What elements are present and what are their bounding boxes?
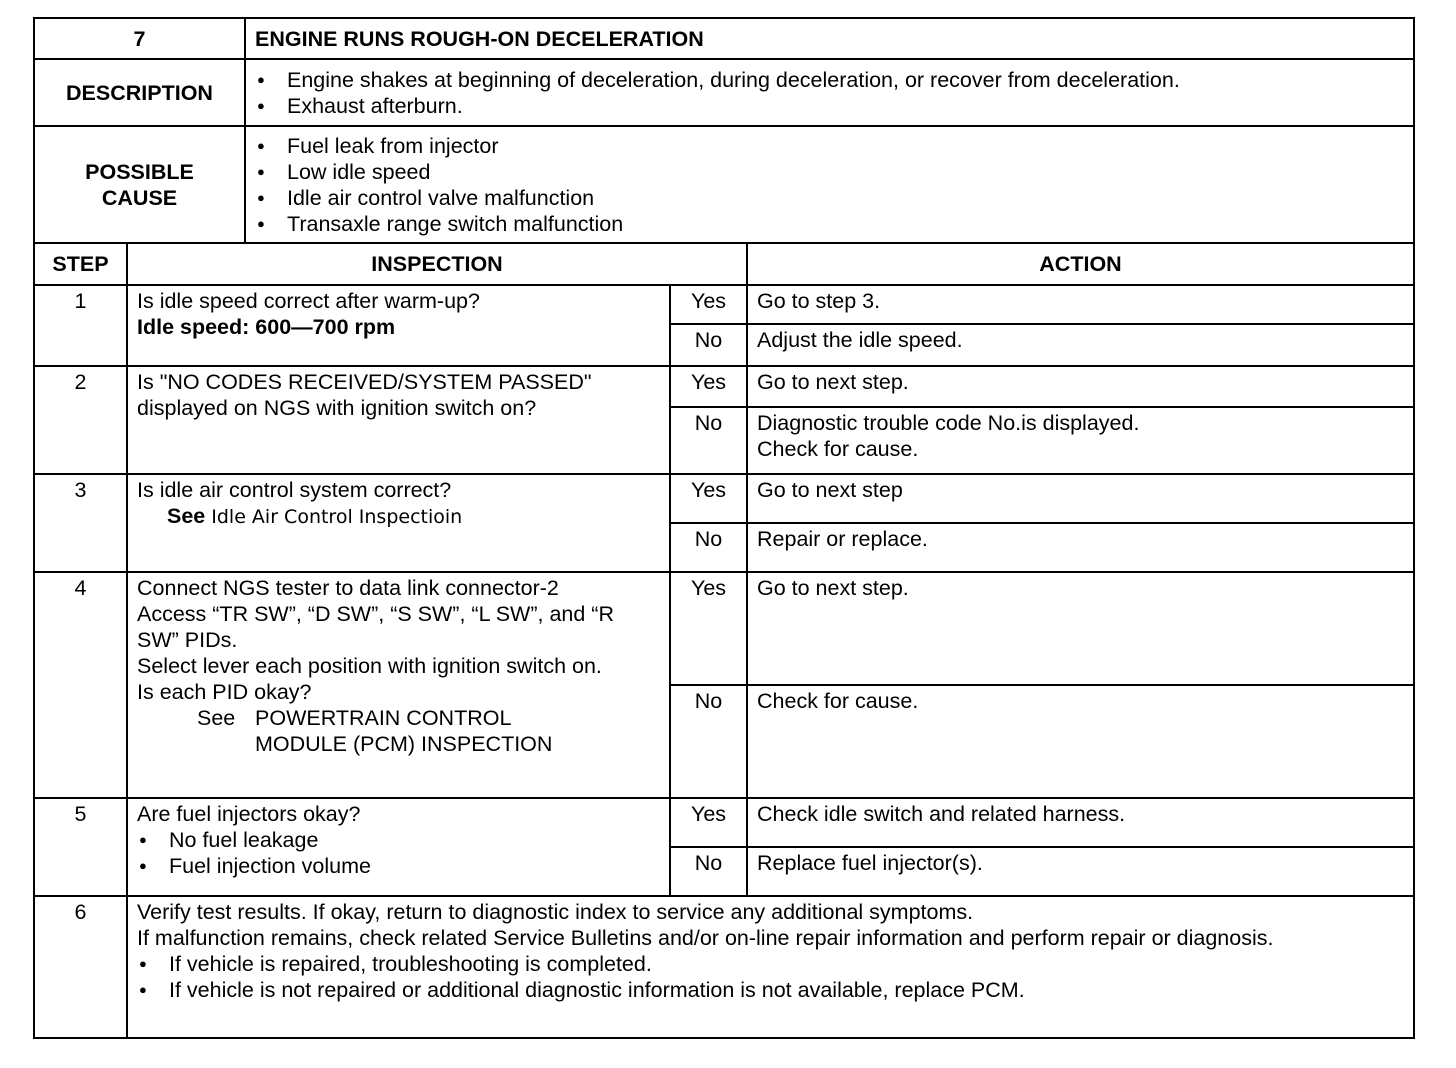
step-number: 3	[34, 474, 127, 572]
inspection-checklist	[137, 827, 660, 879]
description-content	[245, 59, 1414, 126]
inspection-line: Connect NGS tester to data link connector-2	[137, 576, 559, 600]
yes-action: Go to next step.	[747, 366, 1414, 407]
column-inspection-header: INSPECTION	[127, 243, 747, 285]
yes-label: Yes	[670, 474, 747, 523]
see-reference: Idle Air Control Inspectioin	[211, 506, 463, 528]
step-number: 1	[34, 285, 127, 366]
column-action-header: ACTION	[747, 243, 1414, 285]
step-inspection: Is "NO CODES RECEIVED/SYSTEM PASSED" displayed on NGS with ignition switch on?	[127, 366, 670, 474]
inspection-question: Are fuel injectors okay?	[137, 802, 361, 826]
instruction-item: ● If vehicle is repaired, troubleshooting is completed.	[137, 951, 1404, 977]
steps-table	[33, 242, 1415, 1039]
see-block	[137, 705, 660, 757]
checklist-item: ● No fuel leakage	[137, 827, 660, 853]
see-label: See	[197, 706, 236, 730]
yes-action: Go to next step.	[747, 572, 1414, 685]
see-label: See	[167, 504, 206, 528]
step-inspection	[127, 285, 670, 366]
possible-cause-content	[245, 126, 1414, 243]
possible-cause-list	[255, 133, 1404, 237]
yes-label: Yes	[670, 366, 747, 407]
no-label: No	[670, 847, 747, 896]
no-action: Repair or replace.	[747, 523, 1414, 572]
step-row	[34, 285, 1414, 324]
step-number: 2	[34, 366, 127, 474]
see-reference: POWERTRAIN CONTROL	[255, 706, 512, 730]
symptom-header-table	[33, 17, 1415, 244]
see-reference: MODULE (PCM) INSPECTION	[255, 732, 553, 756]
cause-item: ● Low idle speed	[255, 159, 1404, 185]
title-row	[34, 18, 1414, 59]
no-action: Check for cause.	[747, 685, 1414, 798]
no-label: No	[670, 407, 747, 474]
step-number: 6	[34, 896, 127, 1038]
yes-label: Yes	[670, 285, 747, 324]
step-inspection	[127, 798, 670, 896]
step-inspection	[127, 572, 670, 798]
step-row	[34, 572, 1414, 685]
inspection-line: Is each PID okay?	[137, 680, 312, 704]
instruction-item: ● If vehicle is not repaired or additional diagnostic information is not available, replace PCM.	[137, 977, 1404, 1003]
step-row	[34, 798, 1414, 847]
yes-label: Yes	[670, 572, 747, 685]
inspection-line: Select lever each position with ignition switch on.	[137, 654, 602, 678]
instruction-list	[137, 951, 1404, 1003]
step-inspection	[127, 474, 670, 572]
symptom-number: 7	[34, 18, 245, 59]
symptom-title: ENGINE RUNS ROUGH-ON DECELERATION	[245, 18, 1414, 59]
no-action: Replace fuel injector(s).	[747, 847, 1414, 896]
inspection-question: Is idle air control system correct?	[137, 478, 452, 502]
checklist-item: ● Fuel injection volume	[137, 853, 660, 879]
cause-item: ● Idle air control valve malfunction	[255, 185, 1404, 211]
step-number: 5	[34, 798, 127, 896]
step-row	[34, 474, 1414, 523]
no-action-line: Check for cause.	[757, 437, 919, 461]
step-row	[34, 896, 1414, 1038]
no-action	[747, 407, 1414, 474]
no-label: No	[670, 324, 747, 366]
description-item: ● Engine shakes at beginning of deceleration, during deceleration, or recover from deceleration.	[255, 67, 1404, 93]
inspection-line: Access “TR SW”, “D SW”, “S SW”, “L SW”, and “R SW” PIDs.	[137, 602, 614, 652]
description-item: ● Exhaust afterburn.	[255, 93, 1404, 119]
step-number: 4	[34, 572, 127, 798]
no-label: No	[670, 523, 747, 572]
yes-action: Go to next step	[747, 474, 1414, 523]
cause-item: ● Fuel leak from injector	[255, 133, 1404, 159]
cause-item: ● Transaxle range switch malfunction	[255, 211, 1404, 237]
instruction-line: Verify test results. If okay, return to diagnostic index to service any additional symptoms.	[137, 900, 974, 924]
step-row	[34, 366, 1414, 407]
description-row	[34, 59, 1414, 126]
possible-cause-label	[34, 126, 245, 243]
yes-label: Yes	[670, 798, 747, 847]
column-header-row	[34, 243, 1414, 285]
possible-cause-row	[34, 126, 1414, 243]
possible-cause-label-line2: CAUSE	[101, 185, 178, 210]
inspection-question: Is idle speed correct after warm-up?	[137, 289, 480, 313]
diagnostic-sheet	[33, 17, 1415, 1039]
possible-cause-label-line1: POSSIBLE	[85, 159, 194, 184]
description-label: DESCRIPTION	[34, 59, 245, 126]
step-final-instructions	[127, 896, 1414, 1038]
no-action: Adjust the idle speed.	[747, 324, 1414, 366]
description-list	[255, 67, 1404, 119]
yes-action: Go to step 3.	[747, 285, 1414, 324]
idle-speed-spec: Idle speed: 600—700 rpm	[137, 315, 396, 339]
column-step-header: STEP	[34, 243, 127, 285]
instruction-line: If malfunction remains, check related Service Bulletins and/or on-line repair information and perform repair or diagnosis.	[137, 926, 1274, 950]
no-label: No	[670, 685, 747, 798]
yes-action: Check idle switch and related harness.	[747, 798, 1414, 847]
no-action-line: Diagnostic trouble code No.is displayed.	[757, 411, 1140, 435]
